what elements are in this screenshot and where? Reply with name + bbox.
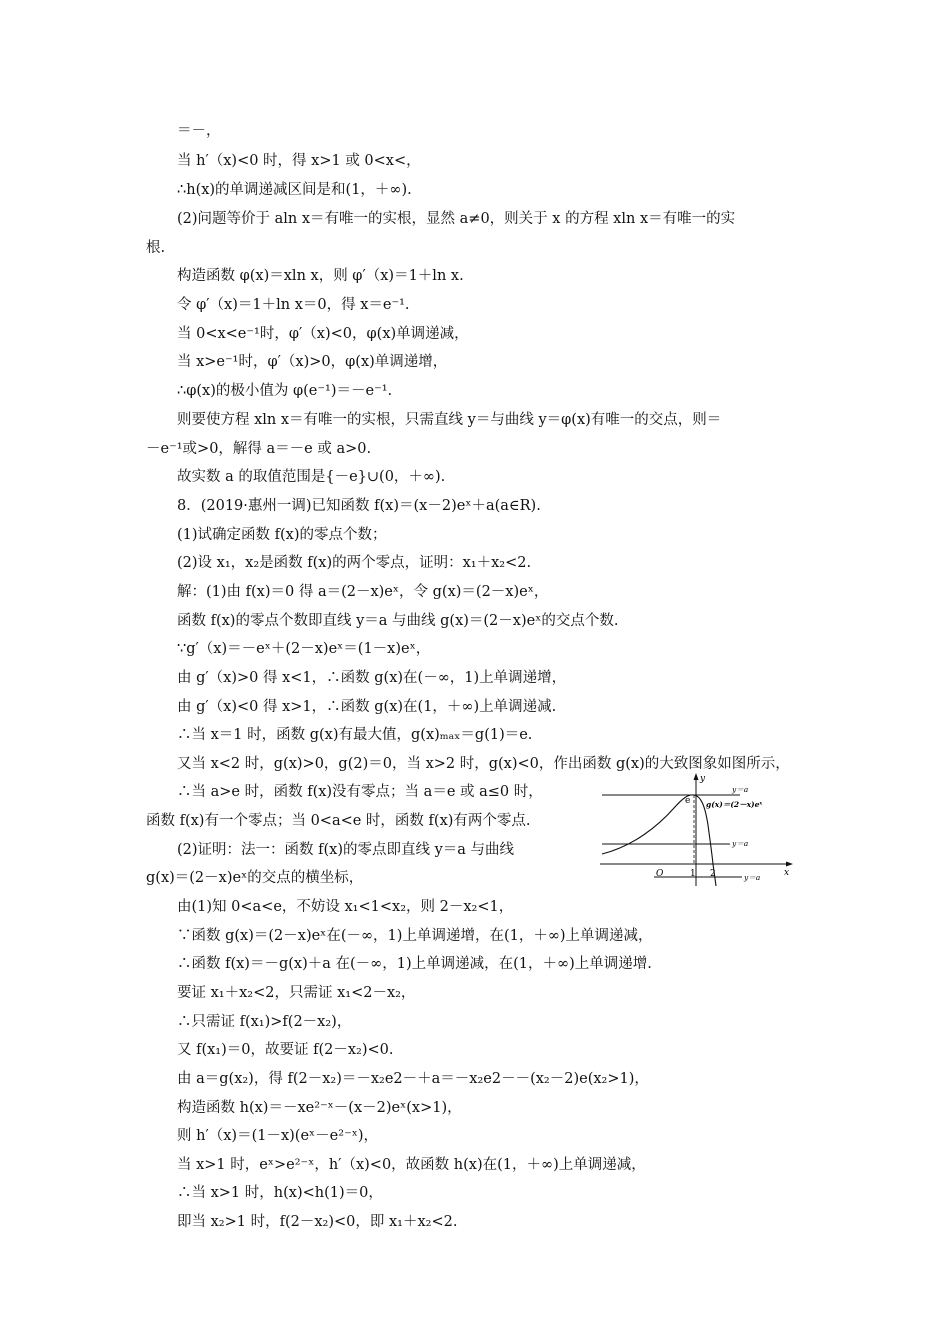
text-line-16: (2)设 x₁，x₂是函数 f(x)的两个零点，证明：x₁＋x₂<2. [177, 555, 532, 571]
text-line-4: (2)问题等价于 aln x＝有唯一的实根，显然 a≠0，则关于 x 的方程 xln x＝有唯一的实 [177, 211, 736, 227]
text-line-24: ∴当 a>e 时，函数 f(x)没有零点；当 a＝e 或 a≤0 时， [177, 784, 543, 800]
text-line-29: ∵函数 g(x)＝(2－x)eˣ在(－∞，1)上单调递增，在(1，＋∞)上单调递减， [177, 928, 653, 944]
y-axis-label: y [700, 774, 706, 784]
label-line-mid: y＝a [732, 839, 749, 848]
text-line-13: 故实数 a 的取值范围是{－e}∪(0，＋∞). [177, 469, 446, 485]
text-line-32: ∴只需证 f(x₁)>f(2－x₂)， [177, 1014, 352, 1030]
origin-label: O [656, 869, 664, 879]
text-line-10: ∴φ(x)的极小值为 φ(e⁻¹)＝－e⁻¹. [177, 383, 393, 399]
label-line-top: y＝a [732, 785, 749, 794]
text-line-39: 即当 x₂>1 时，f(2－x₂)<0，即 x₁＋x₂<2. [177, 1214, 458, 1230]
text-line-21: 由 g′（x)<0 得 x>1，∴函数 g(x)在(1，＋∞)上单调递减. [177, 699, 557, 715]
text-line-35: 构造函数 h(x)＝－xe²⁻ˣ－(x－2)eˣ(x>1)， [177, 1100, 462, 1116]
text-line-3: ∴h(x)的单调递减区间是和(1，＋∞). [177, 182, 412, 198]
text-line-36: 则 h′（x)＝(1－x)(eˣ－e²⁻ˣ)， [177, 1128, 379, 1144]
text-line-19: ∵g′（x)＝－eˣ＋(2－x)eˣ＝(1－x)eˣ， [177, 641, 431, 657]
curve-label: g(x)＝(2－x)eˣ [706, 800, 763, 809]
text-line-37: 当 x>1 时，eˣ>e²⁻ˣ，h′（x)<0，故函数 h(x)在(1，＋∞)上单调递减， [177, 1157, 646, 1173]
text-line-7: 令 φ′（x)＝1＋ln x＝0，得 x＝e⁻¹. [177, 297, 410, 313]
text-line-2: 当 h′（x)<0 时，得 x>1 或 0<x<， [177, 153, 421, 169]
text-line-14: 8．(2019·惠州一调)已知函数 f(x)＝(x－2)eˣ＋a(a∈R). [177, 498, 541, 514]
text-line-27: g(x)＝(2－x)eˣ的交点的横坐标， [146, 870, 364, 886]
x-axis-arrow [786, 862, 793, 867]
text-line-34: 由 a＝g(x₂)，得 f(2－x₂)＝－x₂e2－＋a＝－x₂e2－－(x₂－2)e(x₂>1)， [177, 1071, 649, 1087]
y-axis-arrow [694, 773, 699, 780]
text-line-18: 函数 f(x)的零点个数即直线 y＝a 与曲线 g(x)＝(2－x)eˣ的交点个数. [177, 613, 619, 629]
text-line-31: 要证 x₁＋x₂<2，只需证 x₁<2－x₂， [177, 985, 416, 1001]
e-label: e [685, 796, 691, 806]
text-line-6: 构造函数 φ(x)＝xln x，则 φ′（x)＝1＋ln x. [177, 268, 464, 284]
text-line-15: (1)试确定函数 f(x)的零点个数； [177, 527, 387, 543]
text-line-17: 解：(1)由 f(x)＝0 得 a＝(2－x)eˣ，令 g(x)＝(2－x)eˣ， [177, 584, 549, 600]
text-line-38: ∴当 x>1 时，h(x)<h(1)＝0， [177, 1185, 383, 1201]
x-axis-label: x [784, 868, 790, 878]
text-line-33: 又 f(x₁)＝0，故要证 f(2－x₂)<0. [177, 1042, 394, 1058]
text-line-26: (2)证明：法一：函数 f(x)的零点即直线 y＝a 与曲线 [177, 842, 515, 858]
label-line-bottom: y＝a [744, 873, 761, 882]
text-line-9: 当 x>e⁻¹时，φ′（x)>0，φ(x)单调递增， [177, 354, 448, 370]
function-graph-figure [594, 770, 794, 888]
text-line-25: 函数 f(x)有一个零点；当 0<a<e 时，函数 f(x)有两个零点. [146, 813, 531, 829]
text-line-8: 当 0<x<e⁻¹时，φ′（x)<0，φ(x)单调递减， [177, 326, 469, 342]
text-line-12: －e⁻¹或>0，解得 a＝－e 或 a>0. [146, 441, 372, 457]
text-line-23: 又当 x<2 时，g(x)>0，g(2)＝0，当 x>2 时，g(x)<0，作出函数 g(x)的大致图象如图所示， [177, 756, 790, 772]
text-line-30: ∴函数 f(x)＝－g(x)＋a 在(－∞，1)上单调递减，在(1，＋∞)上单调递增. [177, 956, 652, 972]
text-line-5: 根. [146, 240, 166, 256]
text-line-22: ∴当 x＝1 时，函数 g(x)有最大值，g(x)ₘₐₓ＝g(1)＝e. [177, 727, 533, 743]
text-line-1: ＝－， [177, 123, 221, 139]
tick-label-2: 2 [710, 869, 716, 879]
tick-label-1: 1 [690, 869, 696, 879]
text-line-28: 由(1)知 0<a<e，不妨设 x₁<1<x₂，则 2－x₂<1， [177, 899, 514, 915]
text-line-20: 由 g′（x)>0 得 x<1，∴函数 g(x)在(－∞，1)上单调递增， [177, 670, 567, 686]
text-line-11: 则要使方程 xln x＝有唯一的实根，只需直线 y＝与曲线 y＝φ(x)有唯一的交点，则＝ [177, 412, 722, 428]
